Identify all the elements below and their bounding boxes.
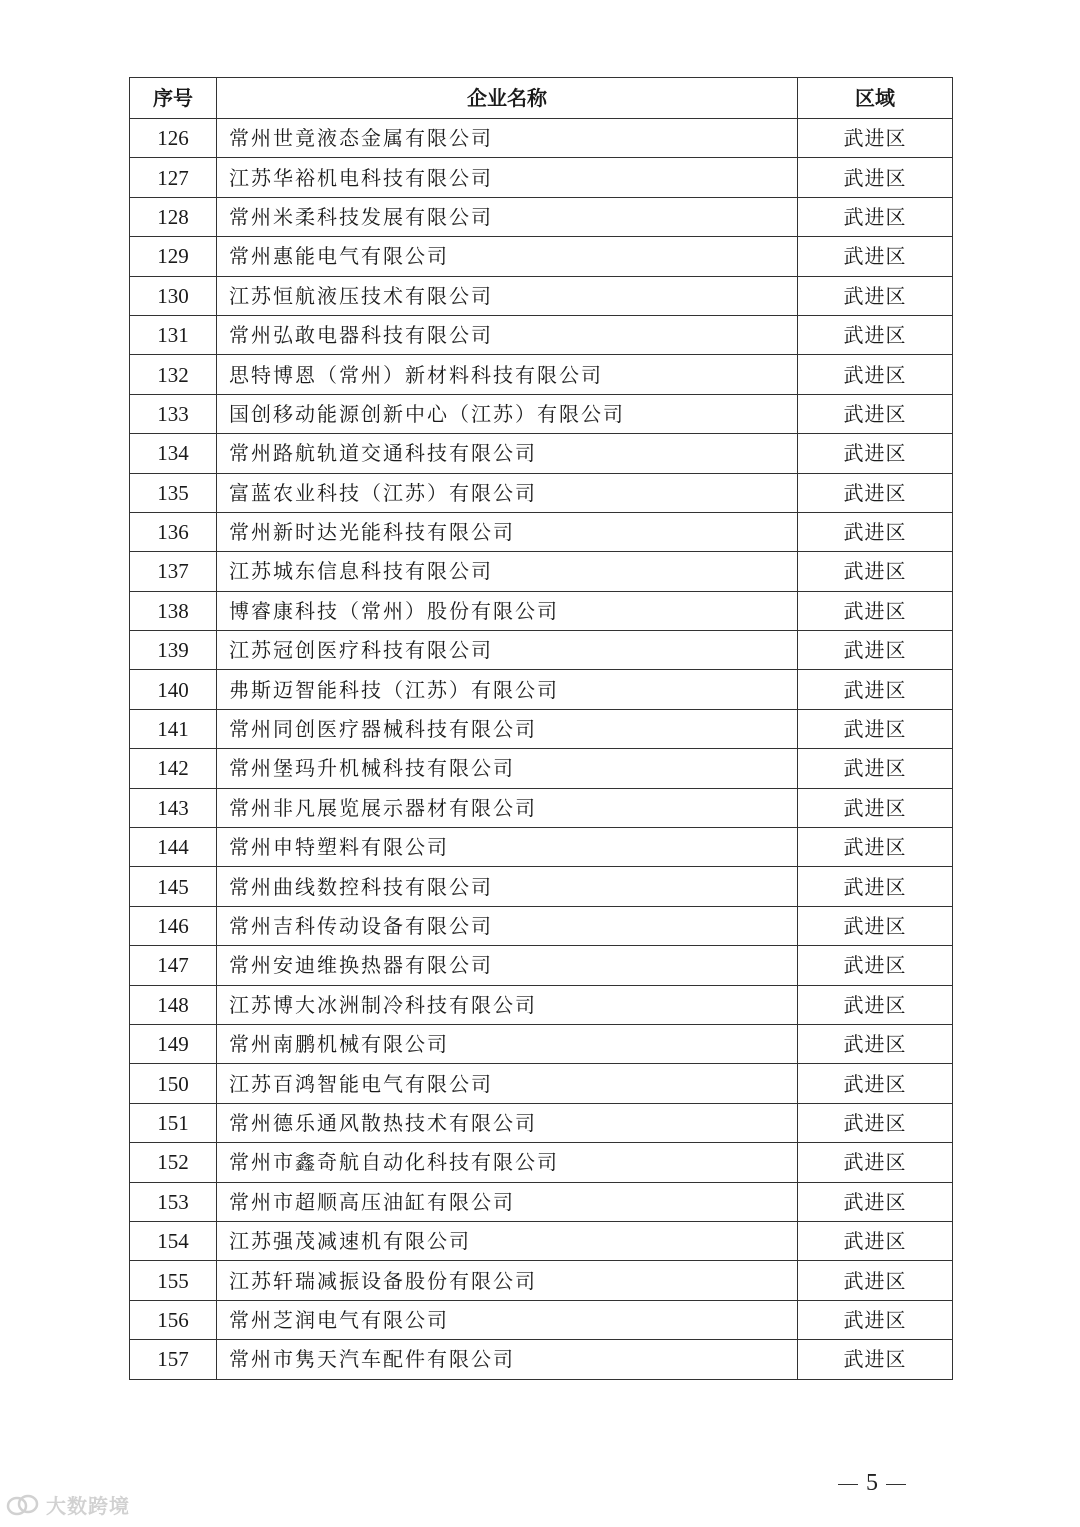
region-cell: 武进区: [798, 434, 953, 473]
company-name-cell: 国创移动能源创新中心（江苏）有限公司: [217, 394, 798, 433]
serial-number-cell: 157: [130, 1340, 217, 1379]
serial-number-cell: 127: [130, 158, 217, 197]
table-row: [130, 1143, 953, 1182]
company-list-sheet: [129, 77, 952, 1380]
region-cell: 武进区: [798, 1261, 953, 1300]
serial-number-cell: 146: [130, 906, 217, 945]
company-name-cell: 江苏强茂减速机有限公司: [217, 1221, 798, 1260]
company-name-cell: 常州安迪维换热器有限公司: [217, 946, 798, 985]
table-row: [130, 867, 953, 906]
region-cell: 武进区: [798, 237, 953, 276]
serial-number-cell: 147: [130, 946, 217, 985]
serial-number-cell: 140: [130, 670, 217, 709]
table-row: [130, 197, 953, 236]
table-body: [130, 119, 953, 1380]
table-row: [130, 1182, 953, 1221]
right-dash: [886, 1484, 906, 1485]
table-row: [130, 1261, 953, 1300]
serial-number-cell: 143: [130, 788, 217, 827]
company-name-cell: 常州市鑫奇航自动化科技有限公司: [217, 1143, 798, 1182]
table-row: [130, 828, 953, 867]
company-name-cell: 江苏恒航液压技术有限公司: [217, 276, 798, 315]
company-name-cell: 江苏华裕机电科技有限公司: [217, 158, 798, 197]
region-cell: 武进区: [798, 670, 953, 709]
header-region: 区域: [798, 78, 953, 119]
region-cell: 武进区: [798, 119, 953, 158]
serial-number-cell: 130: [130, 276, 217, 315]
region-cell: 武进区: [798, 1340, 953, 1379]
header-serial-number: 序号: [130, 78, 217, 119]
table-header: [130, 78, 953, 119]
company-name-cell: 常州申特塑料有限公司: [217, 828, 798, 867]
table-row: [130, 237, 953, 276]
region-cell: 武进区: [798, 1143, 953, 1182]
serial-number-cell: 129: [130, 237, 217, 276]
region-cell: 武进区: [798, 1221, 953, 1260]
region-cell: 武进区: [798, 828, 953, 867]
region-cell: 武进区: [798, 788, 953, 827]
table-row: [130, 670, 953, 709]
header-company-name: 企业名称: [217, 78, 798, 119]
company-name-cell: 常州芝润电气有限公司: [217, 1300, 798, 1339]
region-cell: 武进区: [798, 985, 953, 1024]
serial-number-cell: 128: [130, 197, 217, 236]
table-row: [130, 1300, 953, 1339]
table-row: [130, 1064, 953, 1103]
serial-number-cell: 136: [130, 512, 217, 551]
company-name-cell: 思特博恩（常州）新材料科技有限公司: [217, 355, 798, 394]
serial-number-cell: 137: [130, 552, 217, 591]
region-cell: 武进区: [798, 276, 953, 315]
company-name-cell: 常州堡玛升机械科技有限公司: [217, 749, 798, 788]
company-name-cell: 常州同创医疗器械科技有限公司: [217, 709, 798, 748]
serial-number-cell: 126: [130, 119, 217, 158]
company-name-cell: 常州非凡展览展示器材有限公司: [217, 788, 798, 827]
page-number: [822, 1470, 922, 1497]
company-name-cell: 常州惠能电气有限公司: [217, 237, 798, 276]
company-name-cell: 富蓝农业科技（江苏）有限公司: [217, 473, 798, 512]
serial-number-cell: 148: [130, 985, 217, 1024]
company-name-cell: 江苏百鸿智能电气有限公司: [217, 1064, 798, 1103]
table-row: [130, 473, 953, 512]
watermark-logo-icon: [6, 1492, 40, 1518]
serial-number-cell: 135: [130, 473, 217, 512]
serial-number-cell: 131: [130, 315, 217, 354]
region-cell: 武进区: [798, 512, 953, 551]
serial-number-cell: 133: [130, 394, 217, 433]
table-row: [130, 1024, 953, 1063]
table-row: [130, 1103, 953, 1142]
table-row: [130, 276, 953, 315]
table-row: [130, 946, 953, 985]
serial-number-cell: 132: [130, 355, 217, 394]
table-row: [130, 906, 953, 945]
region-cell: 武进区: [798, 197, 953, 236]
serial-number-cell: 153: [130, 1182, 217, 1221]
serial-number-cell: 144: [130, 828, 217, 867]
region-cell: 武进区: [798, 315, 953, 354]
serial-number-cell: 139: [130, 631, 217, 670]
table-row: [130, 355, 953, 394]
region-cell: 武进区: [798, 473, 953, 512]
watermark-text: 大数跨境: [46, 1494, 130, 1518]
table-row: [130, 315, 953, 354]
table-row: [130, 1221, 953, 1260]
table-row: [130, 985, 953, 1024]
company-name-cell: 弗斯迈智能科技（江苏）有限公司: [217, 670, 798, 709]
company-name-cell: 常州弘敢电器科技有限公司: [217, 315, 798, 354]
watermark: [6, 1490, 130, 1519]
company-name-cell: 常州米柔科技发展有限公司: [217, 197, 798, 236]
company-table: [129, 77, 953, 1380]
serial-number-cell: 134: [130, 434, 217, 473]
serial-number-cell: 145: [130, 867, 217, 906]
region-cell: 武进区: [798, 1103, 953, 1142]
serial-number-cell: 142: [130, 749, 217, 788]
header-row: [130, 78, 953, 119]
table-row: [130, 631, 953, 670]
region-cell: 武进区: [798, 1300, 953, 1339]
company-name-cell: 常州新时达光能科技有限公司: [217, 512, 798, 551]
company-name-cell: 常州吉科传动设备有限公司: [217, 906, 798, 945]
serial-number-cell: 150: [130, 1064, 217, 1103]
serial-number-cell: 155: [130, 1261, 217, 1300]
table-row: [130, 552, 953, 591]
table-row: [130, 788, 953, 827]
region-cell: 武进区: [798, 1182, 953, 1221]
table-row: [130, 158, 953, 197]
company-name-cell: 江苏冠创医疗科技有限公司: [217, 631, 798, 670]
company-name-cell: 江苏博大冰洲制冷科技有限公司: [217, 985, 798, 1024]
region-cell: 武进区: [798, 591, 953, 630]
table-row: [130, 394, 953, 433]
region-cell: 武进区: [798, 394, 953, 433]
region-cell: 武进区: [798, 867, 953, 906]
serial-number-cell: 152: [130, 1143, 217, 1182]
region-cell: 武进区: [798, 946, 953, 985]
region-cell: 武进区: [798, 1024, 953, 1063]
region-cell: 武进区: [798, 158, 953, 197]
company-name-cell: 常州市超顺高压油缸有限公司: [217, 1182, 798, 1221]
company-name-cell: 常州南鹏机械有限公司: [217, 1024, 798, 1063]
serial-number-cell: 141: [130, 709, 217, 748]
serial-number-cell: 138: [130, 591, 217, 630]
region-cell: 武进区: [798, 631, 953, 670]
company-name-cell: 江苏城东信息科技有限公司: [217, 552, 798, 591]
page-number-value: 5: [866, 1470, 878, 1496]
table-row: [130, 709, 953, 748]
company-name-cell: 博睿康科技（常州）股份有限公司: [217, 591, 798, 630]
company-name-cell: 常州市隽天汽车配件有限公司: [217, 1340, 798, 1379]
company-name-cell: 江苏轩瑞减振设备股份有限公司: [217, 1261, 798, 1300]
left-dash: [838, 1484, 858, 1485]
table-row: [130, 119, 953, 158]
table-row: [130, 512, 953, 551]
company-name-cell: 常州世竟液态金属有限公司: [217, 119, 798, 158]
region-cell: 武进区: [798, 709, 953, 748]
serial-number-cell: 156: [130, 1300, 217, 1339]
table-row: [130, 749, 953, 788]
table-row: [130, 1340, 953, 1379]
company-name-cell: 常州曲线数控科技有限公司: [217, 867, 798, 906]
region-cell: 武进区: [798, 906, 953, 945]
table-row: [130, 434, 953, 473]
serial-number-cell: 149: [130, 1024, 217, 1063]
serial-number-cell: 151: [130, 1103, 217, 1142]
serial-number-cell: 154: [130, 1221, 217, 1260]
region-cell: 武进区: [798, 1064, 953, 1103]
region-cell: 武进区: [798, 749, 953, 788]
company-name-cell: 常州路航轨道交通科技有限公司: [217, 434, 798, 473]
region-cell: 武进区: [798, 552, 953, 591]
region-cell: 武进区: [798, 355, 953, 394]
table-row: [130, 591, 953, 630]
company-name-cell: 常州德乐通风散热技术有限公司: [217, 1103, 798, 1142]
